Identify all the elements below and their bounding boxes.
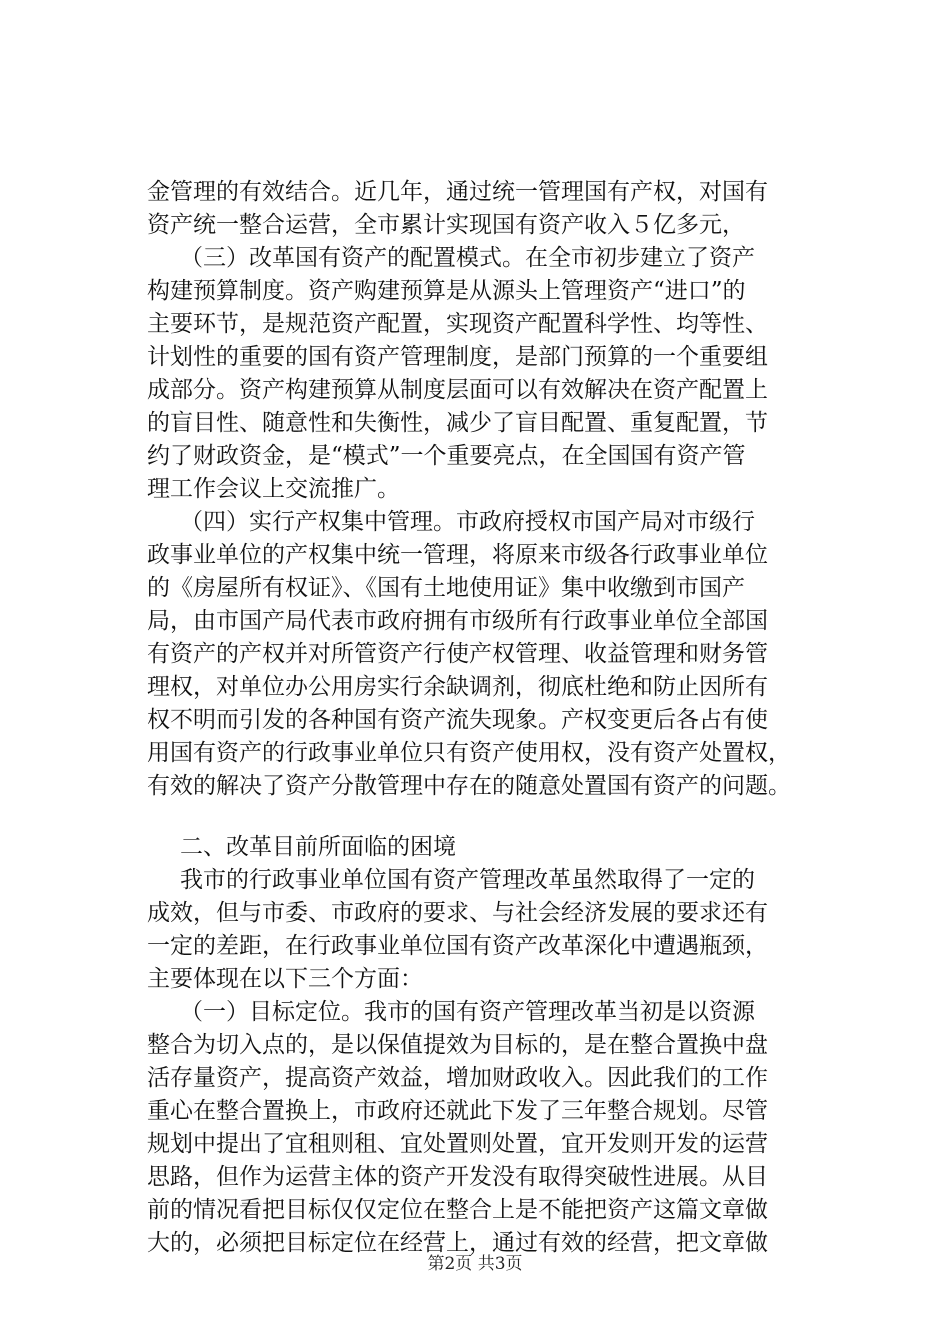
text-line: 整合为切入点的，是以保值提效为目标的，是在整合置换中盘 xyxy=(147,1032,768,1058)
text-line: 主要环节，是规范资产配置，实现资产配置科学性、均等性、 xyxy=(147,311,768,337)
text-line: 金管理的有效结合。近几年，通过统一管理国有产权，对国有 xyxy=(147,179,768,205)
text-line: 计划性的重要的国有资产管理制度，是部门预算的一个重要组 xyxy=(147,344,768,370)
sub-1-heading-line: （一）目标定位。我市的国有资产管理改革当初是以资源 xyxy=(180,999,755,1025)
section-heading: 二、改革目前所面临的困境 xyxy=(180,834,456,860)
text-line: 用国有资产的行政事业单位只有资产使用权，没有资产处置权， xyxy=(147,740,791,766)
text-line: 局，由市国产局代表市政府拥有市级所有行政事业单位全部国 xyxy=(147,608,768,634)
text-line: 理工作会议上交流推广。 xyxy=(147,476,400,502)
text-line: 成部分。资产构建预算从制度层面可以有效解决在资产配置上 xyxy=(147,377,768,403)
text-line: 理权，对单位办公用房实行余缺调剂，彻底杜绝和防止因所有 xyxy=(147,674,768,700)
text-line: 我市的行政事业单位国有资产管理改革虽然取得了一定的 xyxy=(180,867,755,893)
text-line: 的《房屋所有权证》、《国有土地使用证》集中收缴到市国产 xyxy=(147,575,745,601)
text-line: 有资产的产权并对所管资产行使产权管理、收益管理和财务管 xyxy=(147,641,768,667)
text-line: 一定的差距，在行政事业单位国有资产改革深化中遭遇瓶颈， xyxy=(147,933,768,959)
text-line: 主要体现在以下三个方面： xyxy=(147,966,423,992)
text-line: 大的，必须把目标定位在经营上，通过有效的经营，把文章做 xyxy=(147,1230,768,1256)
text-line: 活存量资产，提高资产效益，增加财政收入。因此我们的工作 xyxy=(147,1065,768,1091)
text-line: 资产统一整合运营，全市累计实现国有资产收入５亿多元， xyxy=(147,212,745,238)
paragraph-spacer xyxy=(147,803,837,831)
document-body xyxy=(147,176,837,1260)
text-line: 约了财政资金，是“模式”一个重要亮点，在全国国有资产管 xyxy=(147,443,746,469)
text-line: 构建预算制度。资产购建预算是从源头上管理资产“进口”的 xyxy=(147,278,746,304)
text-line: 前的情况看把目标仅仅定位在整合上是不能把资产这篇文章做 xyxy=(147,1197,768,1223)
text-line: 成效，但与市委、市政府的要求、与社会经济发展的要求还有 xyxy=(147,900,768,926)
section-4-heading-line: （四）实行产权集中管理。市政府授权市国产局对市级行 xyxy=(180,509,755,535)
text-line: 重心在整合置换上，市政府还就此下发了三年整合规划。尽管 xyxy=(147,1098,768,1124)
section-3-heading-line: （三）改革国有资产的配置模式。在全市初步建立了资产 xyxy=(180,245,755,271)
text-line: 的盲目性、随意性和失衡性，减少了盲目配置、重复配置，节 xyxy=(147,410,768,436)
text-line: 规划中提出了宜租则租、宜处置则处置，宜开发则开发的运营 xyxy=(147,1131,768,1157)
page-number: 第2页 共3页 xyxy=(427,1254,523,1274)
text-line: 权不明而引发的各种国有资产流失现象。产权变更后各占有使 xyxy=(147,707,768,733)
text-line: 有效的解决了资产分散管理中存在的随意处置国有资产的问题。 xyxy=(147,773,791,799)
text-line: 思路，但作为运营主体的资产开发没有取得突破性进展。从目 xyxy=(147,1164,768,1190)
text-line: 政事业单位的产权集中统一管理，将原来市级各行政事业单位 xyxy=(147,542,768,568)
